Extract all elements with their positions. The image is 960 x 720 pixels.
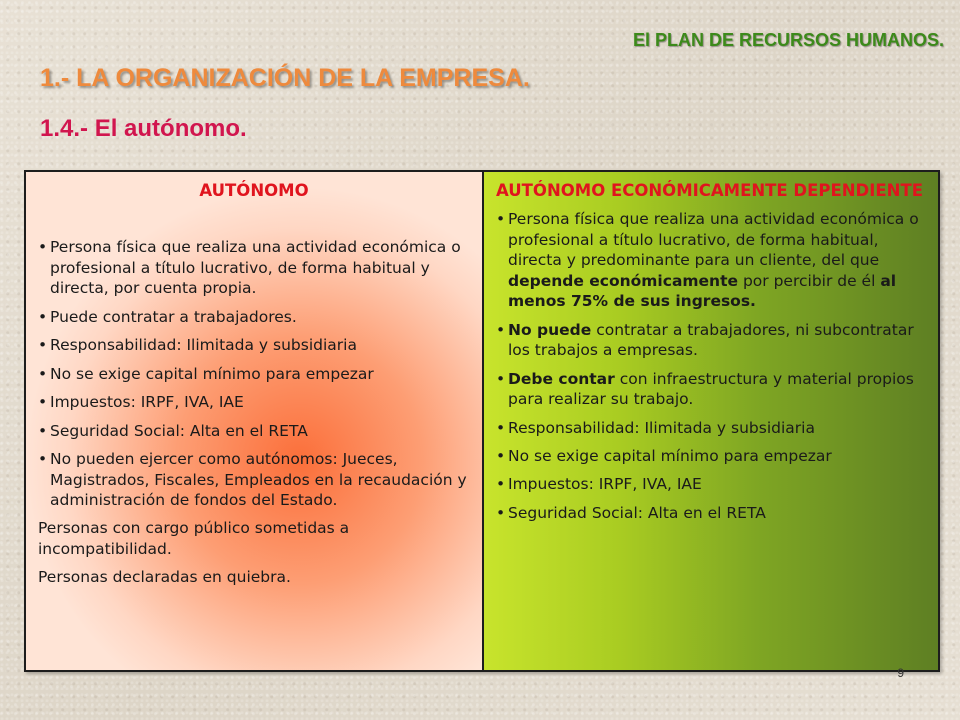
autonomo-heading: AUTÓNOMO xyxy=(199,181,309,200)
extra-line: Personas declaradas en quiebra. xyxy=(38,568,291,587)
list-item: • Responsabilidad: Ilimitada y subsidiaria xyxy=(38,335,470,355)
extra-line: Personas con cargo público sometidas a incompatibilidad. xyxy=(38,519,350,558)
autonomo-dependiente-heading: AUTÓNOMO ECONÓMICAMENTE DEPENDIENTE xyxy=(496,181,924,200)
list-item: • Puede contratar a trabajadores. xyxy=(38,307,470,327)
list-item: • Responsabilidad: Ilimitada y subsidiaria xyxy=(496,418,926,438)
list-item xyxy=(496,320,926,361)
autonomo-dependiente-column xyxy=(484,172,938,670)
item-text: por percibir de él xyxy=(738,271,881,290)
item-emphasis: al menos 75% de sus ingresos. xyxy=(508,271,897,311)
item-text: Persona física que realiza una actividad económica o profesional a título lucrativo, de forma habitual, directa y predominante para un cliente, del que xyxy=(508,210,919,270)
item-text: con infraestructura y material propios para realizar su trabajo. xyxy=(508,369,914,409)
list-item: • Persona física que realiza una actividad económica o profesional a título lucrativo, de forma habitual y directa, por cuenta propia. xyxy=(38,237,470,298)
list-item: • No se exige capital mínimo para empezar xyxy=(496,446,926,466)
list-item xyxy=(496,209,926,311)
page-number: 9 xyxy=(897,666,904,680)
presentation-title: El PLAN DE RECURSOS HUMANOS. xyxy=(632,30,944,50)
autonomo-column xyxy=(26,172,484,670)
item-emphasis: depende económicamente xyxy=(508,271,739,290)
list-item: • No pueden ejercer como autónomos: Jueces, Magistrados, Fiscales, Empleados en la recaudación y administración de fondos del Estado. xyxy=(38,449,470,510)
subsection-title: 1.4.- El autónomo. xyxy=(40,115,247,142)
item-emphasis: No puede xyxy=(508,320,592,339)
list-item: • No se exige capital mínimo para empezar xyxy=(38,364,470,384)
item-text: contratar a trabajadores, ni subcontratar los trabajos a empresas. xyxy=(508,320,914,360)
list-item: • Seguridad Social: Alta en el RETA xyxy=(38,421,470,441)
section-title: 1.- LA ORGANIZACIÓN DE LA EMPRESA. xyxy=(40,64,530,92)
comparison-table xyxy=(24,170,940,672)
list-item xyxy=(496,369,926,410)
list-item: • Seguridad Social: Alta en el RETA xyxy=(496,503,926,523)
list-item: • Impuestos: IRPF, IVA, IAE xyxy=(496,474,926,494)
list-item: • Impuestos: IRPF, IVA, IAE xyxy=(38,392,470,412)
item-emphasis: Debe contar xyxy=(508,369,615,388)
